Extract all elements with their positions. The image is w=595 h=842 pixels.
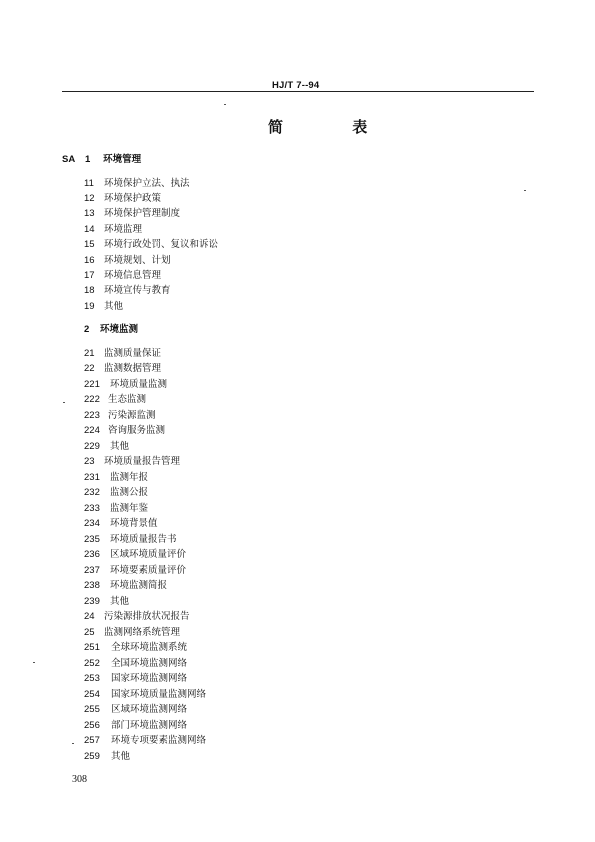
item-label: 全国环境监测网络 <box>111 658 188 669</box>
item-code: 13 <box>84 208 95 219</box>
item-code: 256 <box>84 720 100 731</box>
item-label: 环境质量报告管理 <box>104 456 181 467</box>
item-label: 监测数据管理 <box>104 363 162 374</box>
list-item <box>84 393 146 407</box>
section-label: 环境管理 <box>103 154 142 165</box>
list-item <box>84 192 161 206</box>
list-item <box>84 517 158 531</box>
page-number: 308 <box>72 774 87 785</box>
item-label: 环境宣传与教育 <box>104 285 171 296</box>
item-label: 全球环境监测系统 <box>111 642 188 653</box>
item-code: 14 <box>84 224 95 235</box>
scan-speck <box>224 104 226 105</box>
list-item <box>84 750 130 764</box>
item-code: 238 <box>84 580 100 591</box>
list-item <box>84 300 123 314</box>
list-item <box>84 626 180 640</box>
item-label: 其他 <box>110 596 130 607</box>
list-item <box>84 347 161 361</box>
item-label: 环境监理 <box>104 224 143 235</box>
list-item <box>84 486 148 500</box>
list-item <box>84 238 218 252</box>
item-code: 252 <box>84 658 100 669</box>
page-title: 简 表 <box>268 118 400 136</box>
item-code: 235 <box>84 534 100 545</box>
list-item <box>84 719 187 733</box>
item-label: 环境背景值 <box>110 518 158 529</box>
item-code: 253 <box>84 673 100 684</box>
item-label: 监测年鉴 <box>110 503 149 514</box>
list-item <box>84 440 129 454</box>
item-code: 22 <box>84 363 95 374</box>
list-item <box>84 207 180 221</box>
item-label: 环境专项要素监测网络 <box>111 735 207 746</box>
list-item <box>84 455 180 469</box>
item-code: 254 <box>84 689 100 700</box>
item-code: 251 <box>84 642 100 653</box>
item-label: 监测网络系统管理 <box>104 627 181 638</box>
item-label: 污染源监测 <box>108 410 156 421</box>
list-item <box>84 533 177 547</box>
scan-speck <box>33 662 35 663</box>
item-code: 259 <box>84 751 100 762</box>
item-code: 17 <box>84 270 95 281</box>
list-item <box>84 502 148 516</box>
item-code: 18 <box>84 285 95 296</box>
list-item <box>84 471 148 485</box>
item-label: 环境行政处罚、复议和诉讼 <box>104 239 219 250</box>
scan-speck <box>72 743 74 744</box>
item-label: 区域环境质量评价 <box>110 549 187 560</box>
section-label: 环境监测 <box>100 324 139 335</box>
list-item <box>84 688 206 702</box>
list-item <box>84 703 187 717</box>
item-label: 部门环境监测网络 <box>111 720 188 731</box>
item-code: 233 <box>84 503 100 514</box>
item-code: 239 <box>84 596 100 607</box>
item-label: 生态监测 <box>108 394 147 405</box>
item-code: 222 <box>84 394 100 405</box>
item-code: 19 <box>84 301 95 312</box>
list-item <box>84 223 142 237</box>
item-code: 24 <box>84 611 95 622</box>
item-label: 监测公报 <box>110 487 149 498</box>
item-code: 236 <box>84 549 100 560</box>
item-code: 255 <box>84 704 100 715</box>
list-item <box>84 269 161 283</box>
list-item <box>84 641 187 655</box>
section-code: 2 <box>84 324 90 335</box>
item-code: 15 <box>84 239 95 250</box>
item-code: 16 <box>84 255 95 266</box>
item-label: 环境质量报告书 <box>110 534 177 545</box>
item-code: 221 <box>84 379 100 390</box>
item-code: 12 <box>84 193 95 204</box>
list-item <box>84 734 206 748</box>
item-label: 环境质量监测 <box>110 379 168 390</box>
item-label: 环境规划、计划 <box>104 255 171 266</box>
item-code: 231 <box>84 472 100 483</box>
item-label: 监测质量保证 <box>104 348 162 359</box>
classification-prefix: SA <box>62 154 76 165</box>
item-label: 其他 <box>110 441 130 452</box>
list-item <box>84 595 129 609</box>
list-item <box>84 579 167 593</box>
list-item <box>84 177 190 191</box>
list-item <box>84 610 190 624</box>
item-code: 234 <box>84 518 100 529</box>
item-label: 国家环境监测网络 <box>111 673 188 684</box>
section-code: 1 <box>85 154 91 165</box>
item-code: 23 <box>84 456 95 467</box>
item-code: 257 <box>84 735 100 746</box>
item-label: 环境保护管理制度 <box>104 208 181 219</box>
item-label: 其他 <box>104 301 124 312</box>
list-item <box>84 548 186 562</box>
list-item <box>84 378 167 392</box>
scan-speck <box>63 402 65 403</box>
item-label: 环境要素质量评价 <box>110 565 187 576</box>
item-code: 21 <box>84 348 95 359</box>
item-label: 环境保护政策 <box>104 193 162 204</box>
list-item <box>84 362 161 376</box>
list-item <box>84 424 165 438</box>
list-item <box>84 409 156 423</box>
item-label: 区域环境监测网络 <box>111 704 188 715</box>
item-label: 环境保护立法、执法 <box>104 178 190 189</box>
list-item <box>84 564 186 578</box>
item-code: 223 <box>84 410 100 421</box>
document-code: HJ/T 7--94 <box>272 80 320 91</box>
list-item <box>84 657 187 671</box>
header-rule <box>62 91 534 92</box>
list-item <box>84 284 171 298</box>
item-code: 237 <box>84 565 100 576</box>
item-label: 环境监测简报 <box>110 580 168 591</box>
section-heading <box>62 153 141 167</box>
item-code: 224 <box>84 425 100 436</box>
item-label: 污染源排放状况报告 <box>104 611 190 622</box>
list-item <box>84 672 187 686</box>
item-code: 229 <box>84 441 100 452</box>
section-heading <box>84 323 138 337</box>
item-label: 其他 <box>111 751 131 762</box>
scan-speck <box>524 190 526 191</box>
item-label: 国家环境质量监测网络 <box>111 689 207 700</box>
item-label: 咨询服务监测 <box>108 425 166 436</box>
item-code: 232 <box>84 487 100 498</box>
item-code: 11 <box>84 178 94 189</box>
item-label: 监测年报 <box>110 472 149 483</box>
item-code: 25 <box>84 627 95 638</box>
item-label: 环境信息管理 <box>104 270 162 281</box>
list-item <box>84 254 171 268</box>
